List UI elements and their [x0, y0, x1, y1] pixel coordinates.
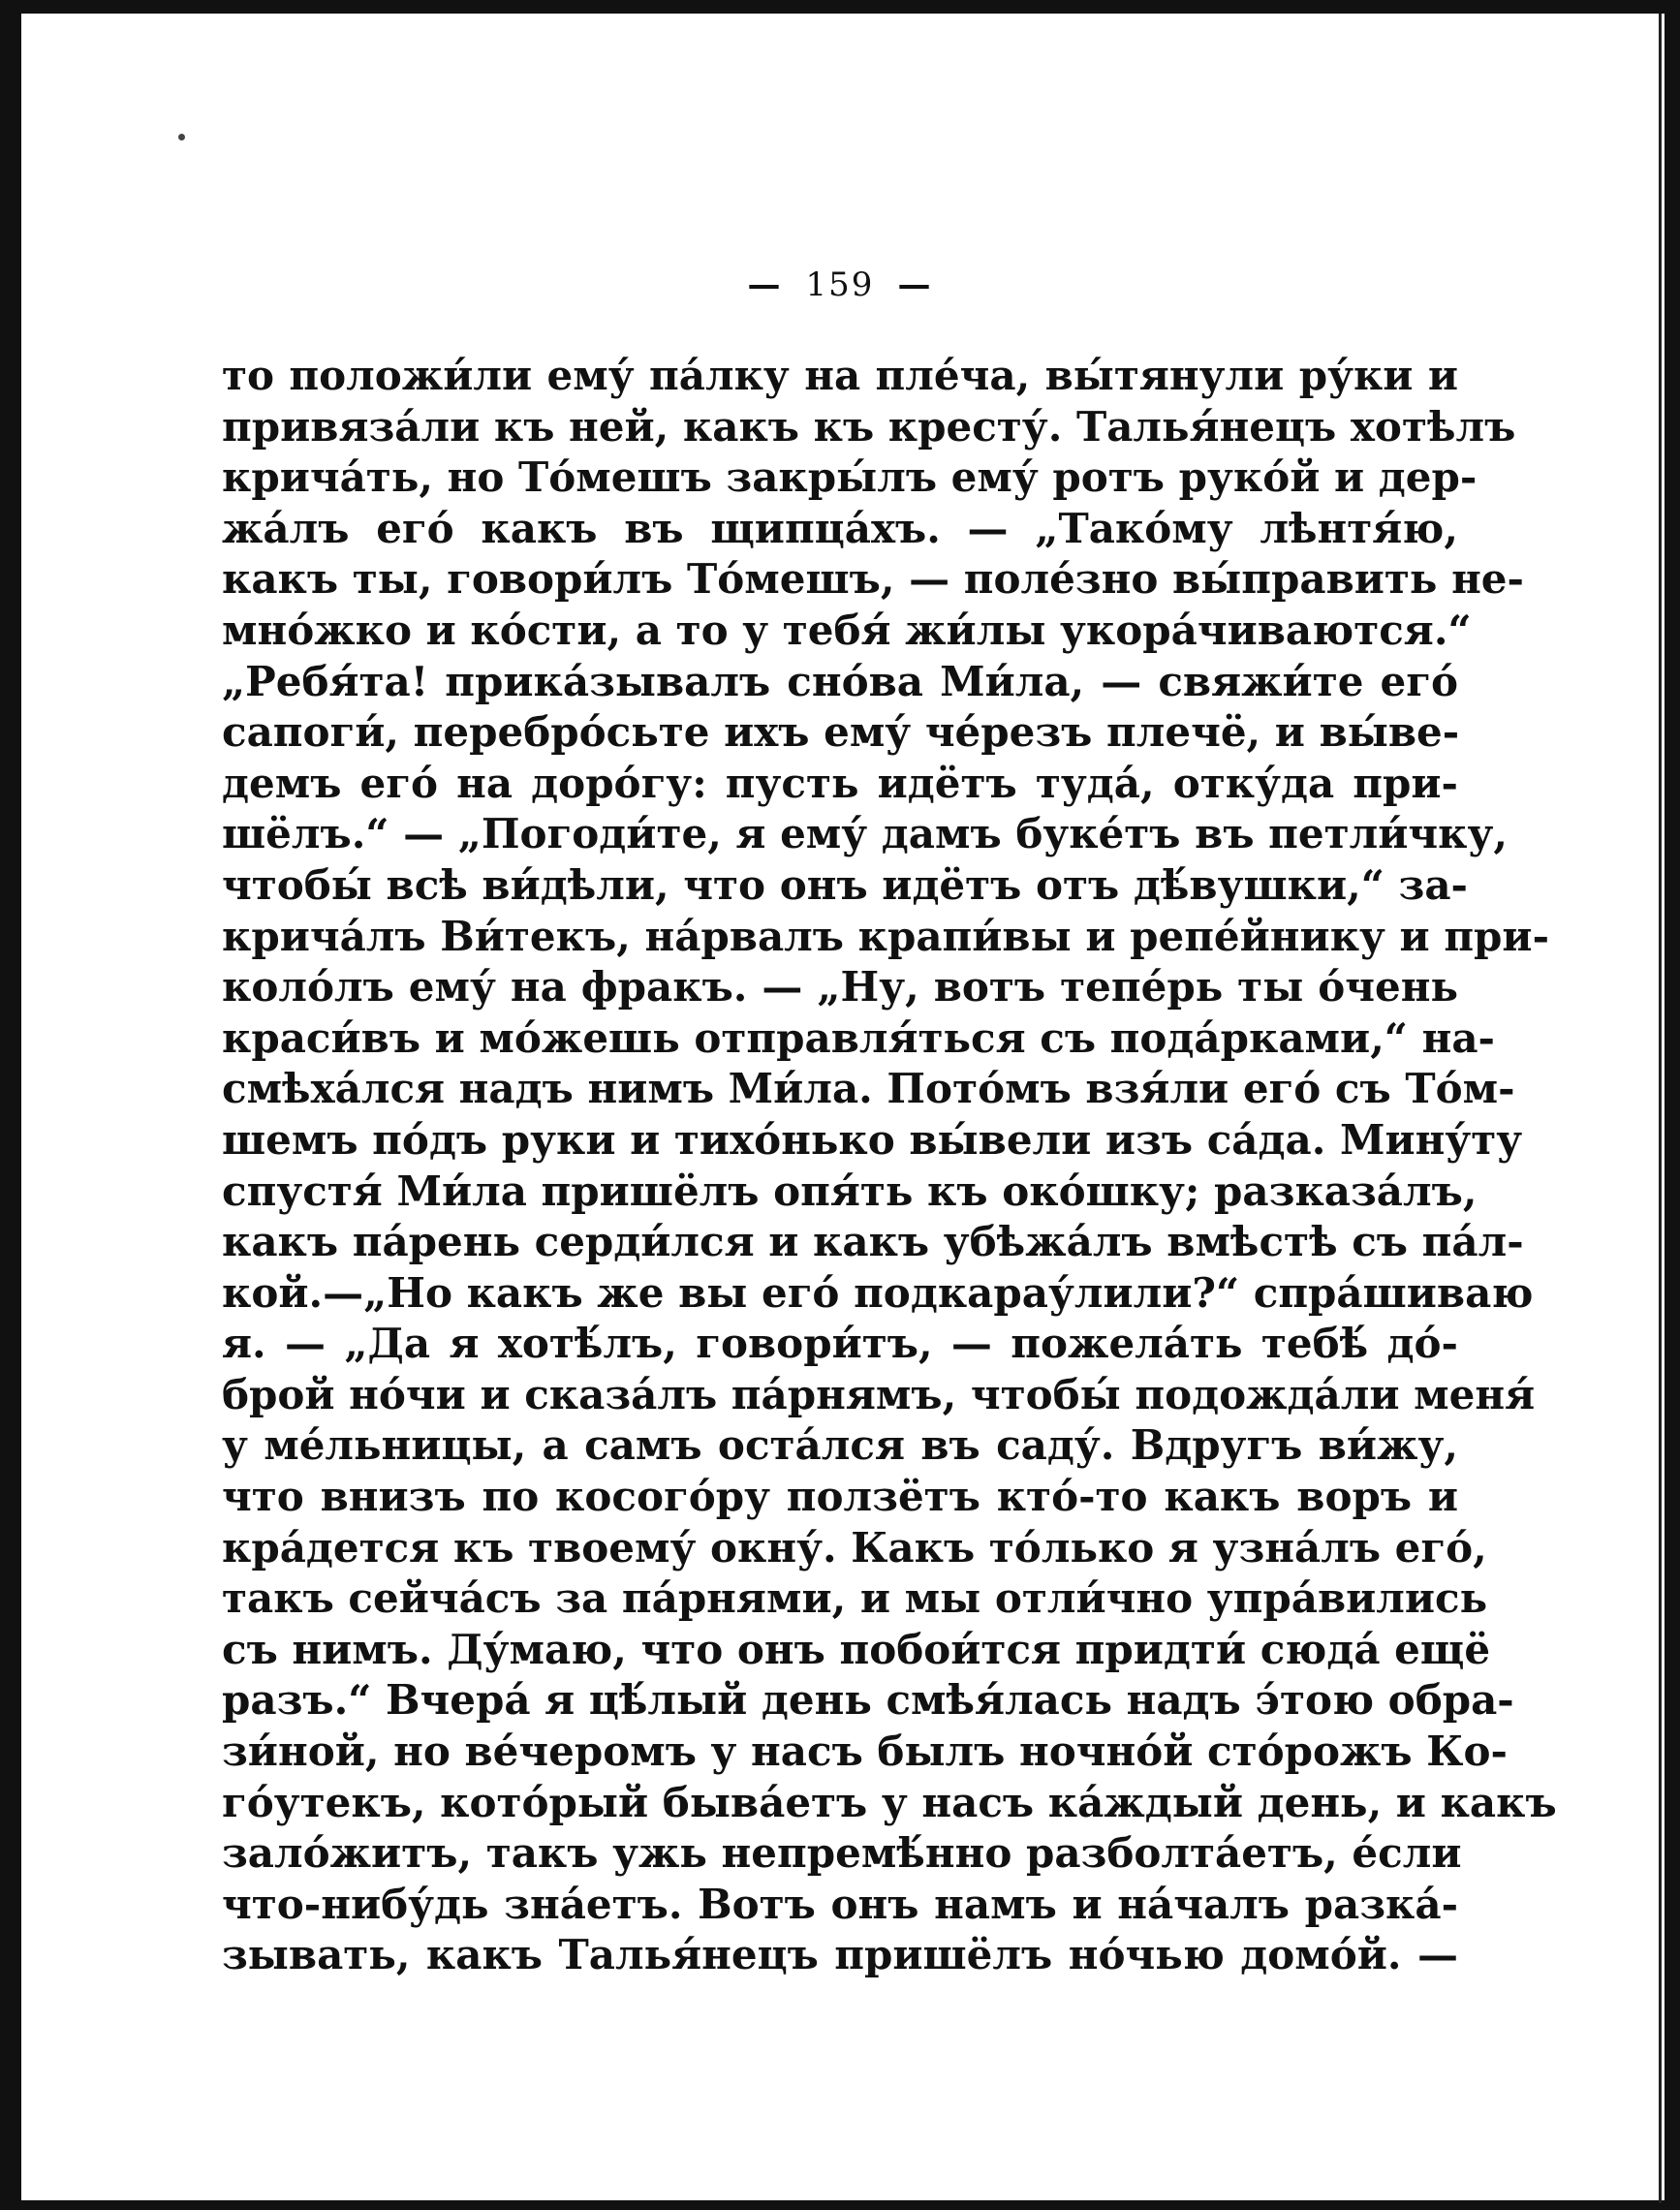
scan-border-right	[1664, 0, 1680, 2210]
text-line: чтобы́ всѣ ви́дѣли, что онъ идётъ отъ дѣ́вушки,“ за-	[222, 860, 1468, 909]
text-line: го́утекъ, кото́рый быва́етъ у насъ ка́ждый день, и какъ	[222, 1778, 1557, 1826]
text-line: шёлъ.“ — „Погоди́те, я ему́ дамъ буке́тъ въ петли́чку,	[222, 810, 1508, 858]
body-text	[222, 351, 1557, 1981]
text-line: то положи́ли ему́ па́лку на пле́ча, вы́тянули ру́ки и	[222, 352, 1458, 399]
text-line: мно́жко и ко́сти, а то у тебя́ жи́лы укора́чиваются.“	[222, 606, 1472, 654]
text-line: такъ сейча́съ за па́рнями, и мы отли́чно упра́вились	[222, 1574, 1488, 1623]
text-line: демъ его́ на доро́гу: пусть идётъ туда́, отку́да при-	[222, 759, 1458, 807]
scan-border-bottom	[0, 2200, 1680, 2210]
text-line: зывать, какъ Талья́нецъ пришёлъ но́чью домо́й. —	[222, 1931, 1458, 1979]
scan-border-top	[0, 0, 1680, 14]
text-line: жа́лъ его́ какъ въ щипца́хъ. — „Тако́му лѣнтя́ю,	[222, 504, 1458, 552]
book-page	[21, 14, 1659, 2200]
text-line: я. — „Да я хотѣ́лъ, говори́тъ, — пожела́ть тебѣ́ до́-	[222, 1320, 1458, 1368]
text-line: брой но́чи и сказа́лъ па́рнямъ, чтобы́ подожда́ли меня́	[222, 1370, 1536, 1418]
text-line: смѣха́лся надъ нимъ Ми́ла. Пото́мъ взя́ли его́ съ То́м-	[222, 1065, 1515, 1113]
scan-edge-line	[1659, 14, 1662, 2203]
text-line: зи́ной, но ве́черомъ у насъ былъ ночно́й сто́рожъ Ко-	[222, 1728, 1508, 1776]
scan-speck	[178, 134, 185, 140]
page-number-dash-left: —	[747, 265, 783, 304]
text-line: спустя́ Ми́ла пришёлъ опя́ть къ око́шку; разказа́лъ,	[222, 1167, 1478, 1215]
page-number: 159	[805, 265, 875, 304]
text-line: что внизъ по косого́ру ползётъ кто́-то какъ воръ и	[222, 1473, 1458, 1521]
text-line: сапоги́, перебро́сьте ихъ ему́ че́резъ плечё, и вы́ве-	[222, 708, 1460, 757]
text-line: у ме́льницы, а самъ оста́лся въ саду́. Вдругъ ви́жу,	[222, 1421, 1458, 1470]
text-line: привяза́ли къ ней, какъ къ кресту́. Талья́нецъ хотѣлъ	[222, 402, 1516, 451]
text-line: кой.—„Но какъ же вы его́ подкарау́лили?“ спра́шиваю	[222, 1268, 1534, 1317]
text-line: „Ребя́та! прика́зывалъ сно́ва Ми́ла, — свяжи́те его́	[222, 657, 1458, 705]
text-line: съ нимъ. Ду́маю, что онъ побои́тся придти́ сюда́ ещё	[222, 1625, 1491, 1673]
text-line: кра́дется къ твоему́ окну́. Какъ то́лько я узна́лъ его́,	[222, 1523, 1487, 1572]
text-line: какъ ты, говори́лъ То́мешъ, — поле́зно вы́править не-	[222, 555, 1524, 604]
text-line: крича́ть, но То́мешъ закры́лъ ему́ ротъ руко́й и дер-	[222, 453, 1478, 502]
text-line: какъ па́рень серди́лся и какъ убѣжа́лъ вмѣстѣ съ па́л-	[222, 1218, 1524, 1266]
scan-border-left	[0, 0, 21, 2210]
text-line: зало́житъ, такъ ужь непремѣ́нно разболта́етъ, е́сли	[222, 1829, 1462, 1878]
text-line: шемъ по́дъ руки и тихо́нько вы́вели изъ са́да. Мину́ту	[222, 1115, 1523, 1164]
text-line: что-нибу́дь зна́етъ. Вотъ онъ намъ и на́чалъ разка́-	[222, 1880, 1458, 1928]
page-number-dash-right: —	[897, 265, 933, 304]
text-line: крича́лъ Ви́текъ, на́рвалъ крапи́вы и репе́йнику и при-	[222, 912, 1550, 960]
text-line: коло́лъ ему́ на фракъ. — „Ну, вотъ тепе́рь ты о́чень	[222, 963, 1458, 1012]
text-line: разъ.“ Вчера́ я цѣ́лый день смѣя́лась надъ э́тою обра-	[222, 1676, 1514, 1725]
page-number-header	[21, 265, 1659, 304]
text-line: краси́въ и мо́жешь отправля́ться съ пода́рками,“ на-	[222, 1013, 1495, 1062]
